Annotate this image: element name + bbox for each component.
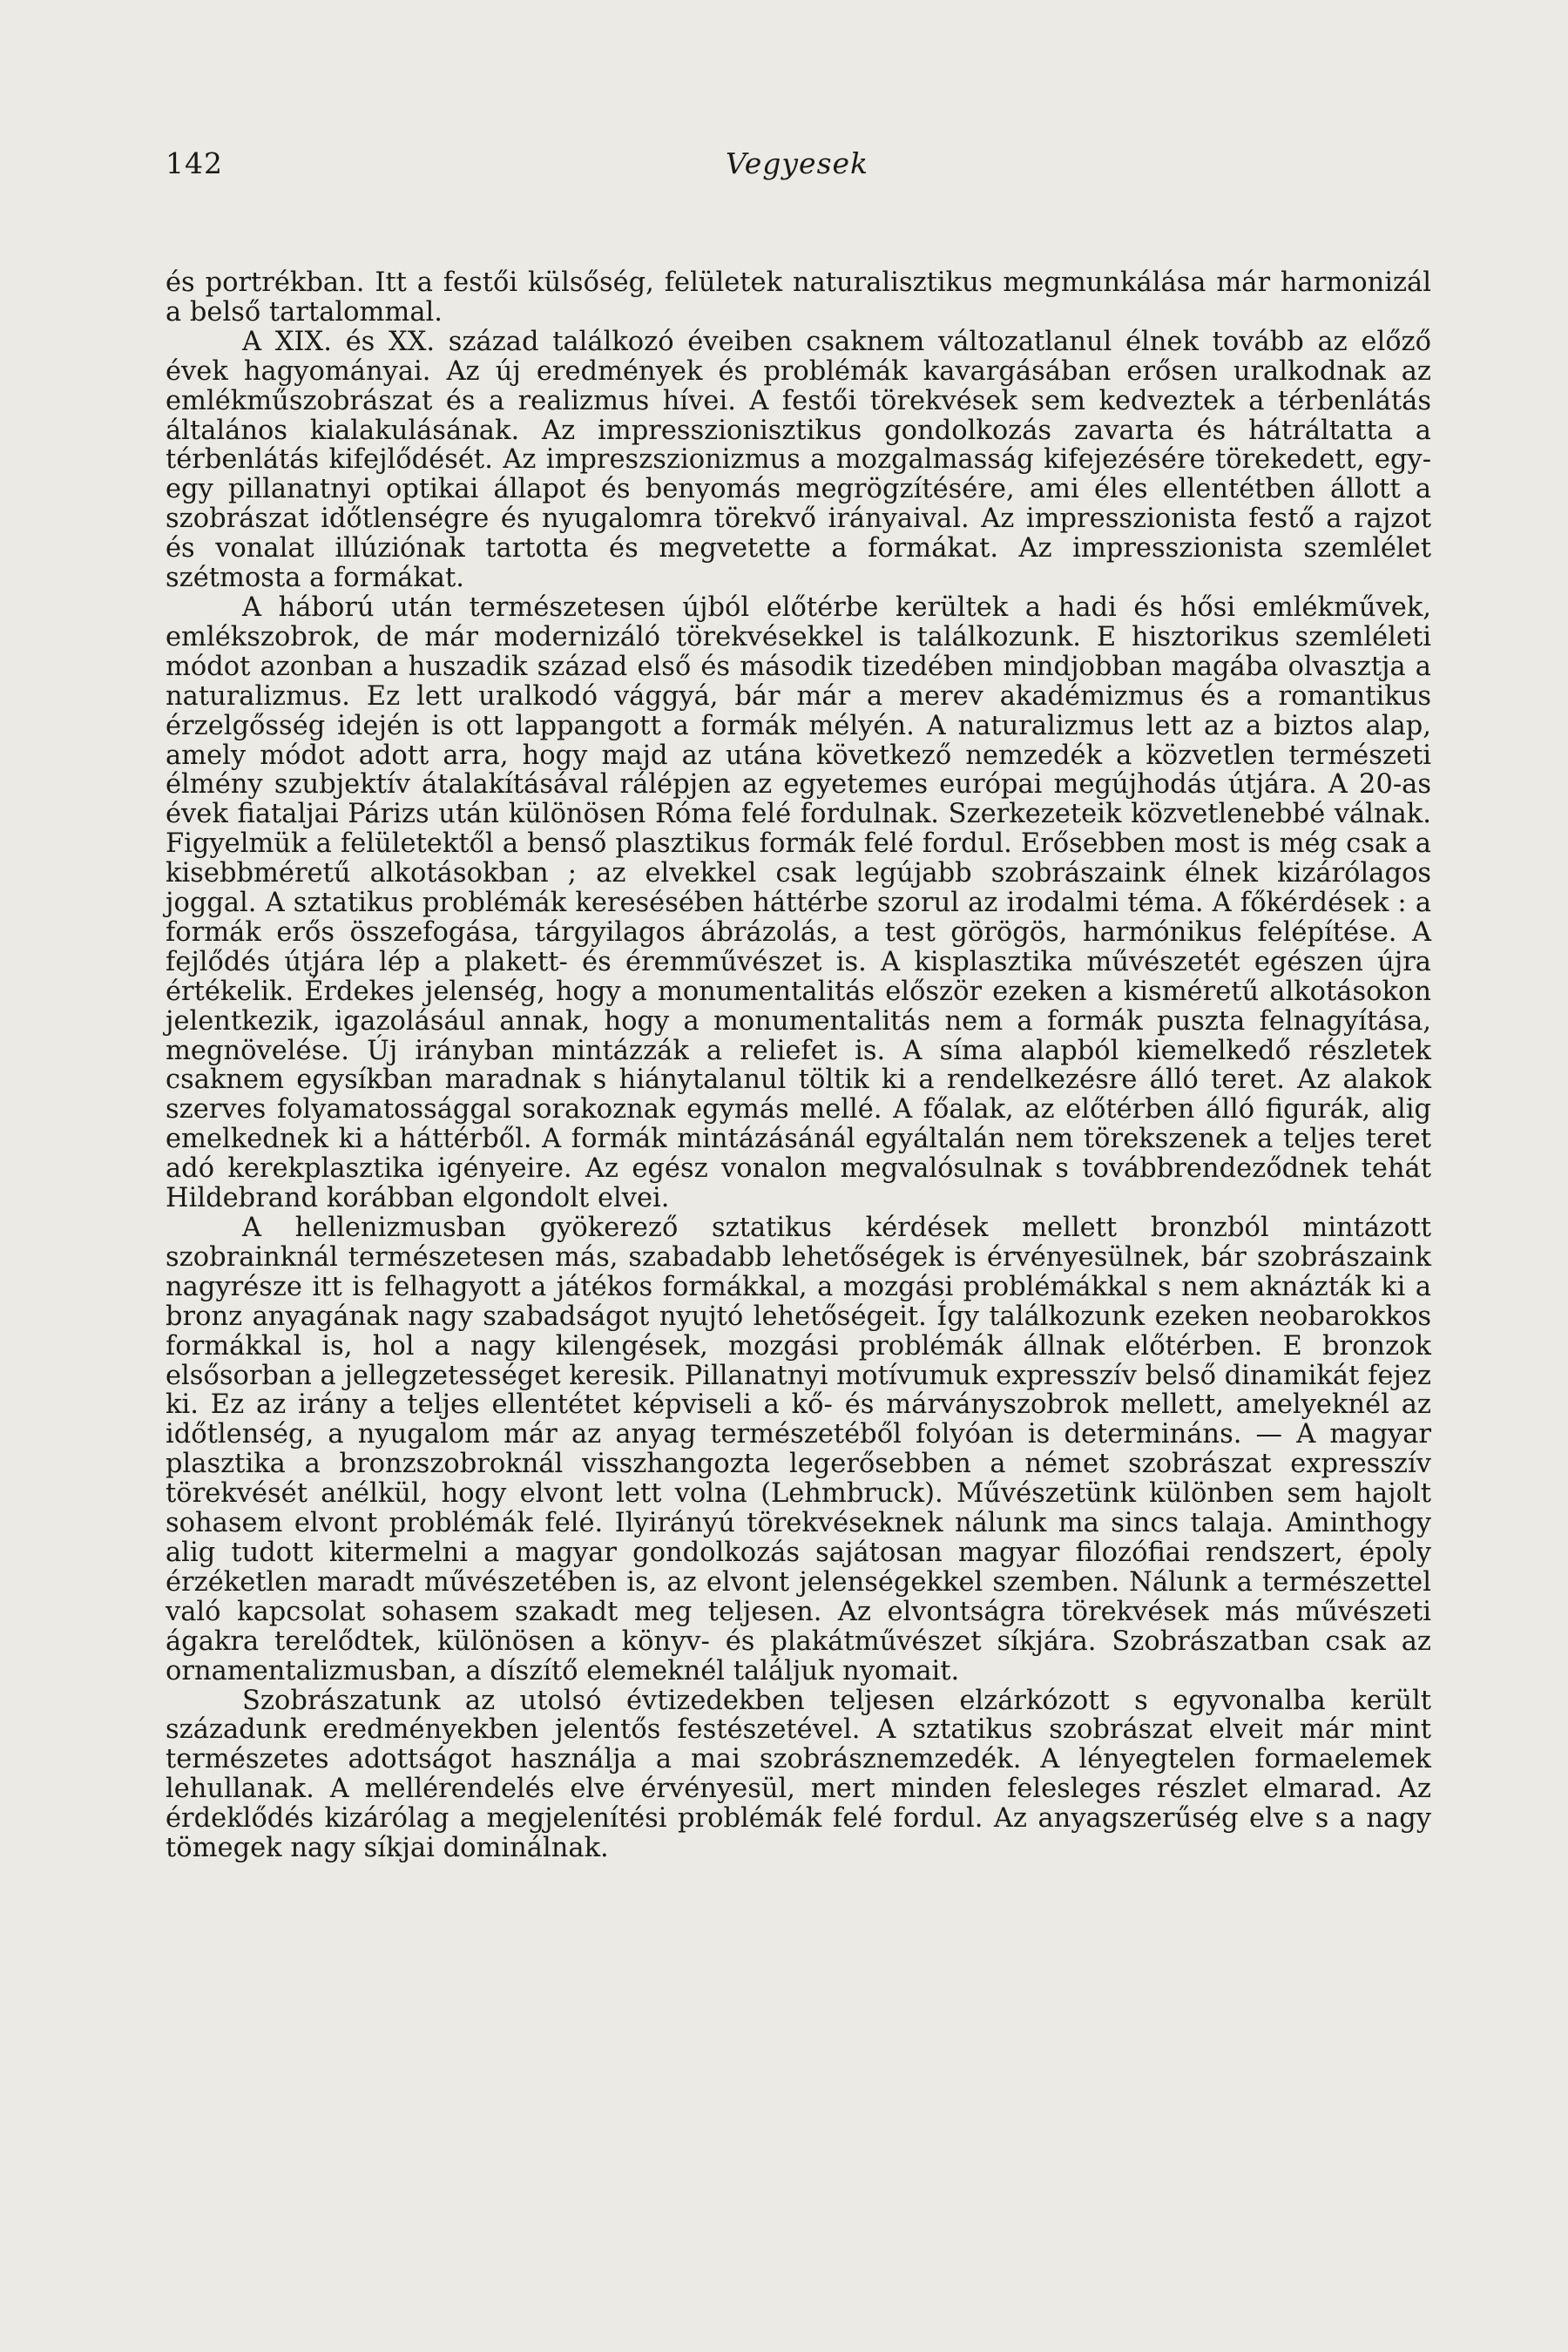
paragraph: A hellenizmusban gyökerező sztatikus kérdések mellett bronzból mintázott szobrainknál természetesen más, szabadabb lehetőségek is érvényesülnek, bár szobrászaink nagyrésze itt is felhagyott a játékos formákkal, a mozgási problémákkal s nem aknázták ki a bronz anyagának nagy szabadságot nyujtó lehetőségeit. Így találkozunk ezeken neobarokkos formákkal is, hol a nagy kilengések, mozgási problémák állnak előtérben. E bronzok elsősorban a jellegzetességet keresik. Pillanatnyi motívumuk expresszív belső dinamikát fejez ki. Ez az irány a teljes ellentétet képviseli a kő- és márványszobrok mellett, amelyeknél az időtlenség, a nyugalom már az anyag természetéből folyóan is determináns. — A magyar plasztika a bronzszobroknál visszhangozta legerősebben a német szobrászat expresszív törekvését anélkül, hogy elvont lett volna (Lehmbruck). Művészetünk különben sem hajolt sohasem elvont problémák felé. Ilyirányú törekvéseknek nálunk ma sincs talaja. Aminthogy alig tudott kitermelni a magyar gondolkozás sajátosan magyar filozófiai rendszert, époly érzéketlen maradt művészetében is, az elvont jelenségekkel szemben. Nálunk a természettel való kapcsolat sohasem szakadt meg teljesen. Az elvontságra törekvések más művészeti ágakra terelődtek, különösen a könyv- és plakátművészet síkjára. Szobrászatban csak az ornamentalizmusban, a díszítő elemeknél találjuk nyomait. (166, 1213, 1431, 1686)
paragraph-continuation: és portrékban. Itt a festői külsőség, felületek naturalisztikus megmunkálása már harmonizál a belső tartalommal. (166, 267, 1431, 328)
page-header (166, 146, 1429, 199)
paragraph: Szobrászatunk az utolsó évtizedekben teljesen elzárkózott s egyvonalba került századunk eredményekben jelentős festészetével. A sztatikus szobrászat elveit már mint természetes adottságot használja a mai szobrásznemzedék. A lényegtelen formaelemek lehullanak. A mellérendelés elve érvényesül, mert minden felesleges részlet elmarad. Az érdeklődés kizárólag a megjelenítési problémák felé fordul. Az anyagszerűség elve s a nagy tömegek nagy síkjai dominálnak. (166, 1685, 1431, 1864)
paragraph: A XIX. és XX. század találkozó éveiben csaknem változatlanul élnek tovább az előző évek hagyományai. Az új eredmények és problémák kavargásában erősen uralkodnak az emlékműszobrászat és a realizmus hívei. A festői törekvések sem kedveztek a térbenlátás általános kialakulásának. Az impresszionisztikus gondolkozás zavarta és hátráltatta a térbenlátás kifejlődését. Az impreszszionizmus a mozgalmasság kifejezésére törekedett, egy-egy pillanatnyi optikai állapot és benyomás megrögzítésére, ami éles ellentétben állott a szobrászat időtlenségre és nyugalomra törekvő irányaival. Az impresszionista festő a rajzot és vonalat illúziónak tartotta és megvetette a formákat. Az impresszionista szemlélet szétmosta a formákat. (166, 326, 1431, 594)
page-number: 142 (166, 146, 223, 180)
running-title: Vegyesek (725, 146, 869, 180)
paragraph: A háború után természetesen újból előtérbe kerültek a hadi és hősi emlékművek, emlékszobrok, de már modernizáló törekvésekkel is találkozunk. E hisztorikus szemléleti módot azonban a huszadik század első és második tizedében mindjobban magába olvasztja a naturalizmus. Ez lett uralkodó vággyá, bár már a merev akadémizmus és a romantikus érzelgősség idején is ott lappangott a formák mélyén. A naturalizmus lett az a biztos alap, amely módot adott arra, hogy majd az utána következő nemzedék a közvetlen természeti élmény szubjektív átalakításával rálépjen az egyetemes európai megújhodás útjára. A 20-as évek fiataljai Párizs után különösen Róma felé fordulnak. Szerkezeteik közvetlenebbé válnak. Figyelmük a felületektől a benső plasztikus formák felé fordul. Erősebben most is még csak a kisebbméretű alkotásokban ; az elvekkel csak legújabb szobrászaink élnek kizárólagos joggal. A sztatikus problémák keresésében háttérbe szorul az irodalmi téma. A főkérdések : a formák erős összefogása, tárgyilagos ábrázolás, a test görögös, harmónikus felépítése. A fejlődés útjára lép a plakett- és éremművészet is. A kisplasztika művészetét egészen újra értékelik. Érdekes jelenség, hogy a monumentalitás először ezeken a kisméretű alkotásokon jelentkezik, igazolásául annak, hogy a monumentalitás nem a formák puszta felnagyítása, megnövelése. Új irányban mintázzák a reliefet is. A síma alapból kiemelkedő részletek csaknem egysíkban maradnak s hiánytalanul töltik ki a rendelkezésre álló teret. Az alakok szerves folyamatossággal sorakoznak egymás mellé. A főalak, az előtérben álló figurák, alig emelkednek ki a háttérből. A formák mintázásánál egyáltalán nem törekszenek a teljes teret adó kerekplasztika igényeire. Az egész vonalon megvalósulnak s továbbrendeződnek tehát Hildebrand korábban elgondolt elvei. (166, 591, 1431, 1214)
body-text (166, 268, 1431, 1863)
